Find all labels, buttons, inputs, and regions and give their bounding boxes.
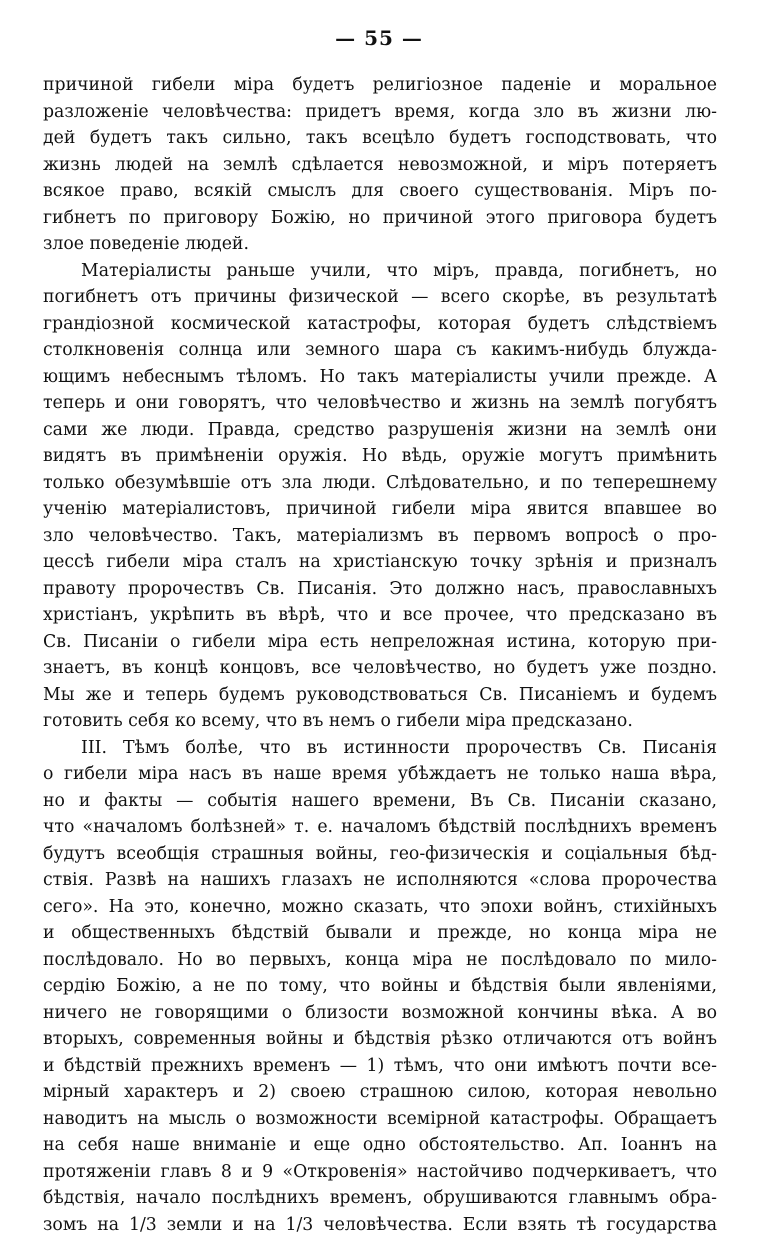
text-line: на себя наше вниманіе и еще одно обстоятельство. Ап. Іоаннъ на bbox=[43, 1132, 717, 1159]
text-line: жизнь людей на землѣ сдѣлается невозможной, и міръ потеряетъ bbox=[43, 152, 717, 179]
paragraph-3 bbox=[43, 735, 717, 1238]
text-line: христіанъ, укрѣпить въ вѣрѣ, что и все прочее, что предсказано въ bbox=[43, 602, 717, 629]
text-line: погибнетъ отъ причины физической — всего скорѣе, въ результатѣ bbox=[43, 284, 717, 311]
text-line: III. Тѣмъ болѣе, что въ истинности пророчествъ Св. Писанія bbox=[43, 735, 717, 762]
text-line: видятъ въ примѣненіи оружія. Но вѣдь, оружіе могутъ примѣнить bbox=[43, 443, 717, 470]
text-line: злое поведеніе людей. bbox=[43, 231, 717, 258]
paragraph-1 bbox=[43, 72, 717, 258]
text-line: гибнетъ по приговору Божію, но причиной этого приговора будетъ bbox=[43, 205, 717, 232]
text-line: о гибели міра насъ въ наше время убѣждаетъ не только наша вѣра, bbox=[43, 761, 717, 788]
text-line: Св. Писаніи о гибели міра есть непреложная истина, которую при- bbox=[43, 629, 717, 656]
text-line: Матеріалисты раньше учили, что міръ, правда, погибнетъ, но bbox=[43, 258, 717, 285]
text-line: дей будетъ такъ сильно, такъ всецѣло будетъ господствовать, что bbox=[43, 125, 717, 152]
text-line: наводитъ на мысль о возможности всемірной катастрофы. Обращаетъ bbox=[43, 1106, 717, 1133]
text-line: столкновенія солнца или земного шара съ какимъ-нибудь блужда- bbox=[43, 337, 717, 364]
text-line: готовить себя ко всему, что въ немъ о гибели міра предсказано. bbox=[43, 708, 717, 735]
text-line: но и факты — событія нашего времени, Въ Св. Писаніи сказано, bbox=[43, 788, 717, 815]
text-line: сердію Божію, а не по тому, что войны и бѣдствія были явленіями, bbox=[43, 973, 717, 1000]
text-line: сами же люди. Правда, средство разрушенія жизни на землѣ они bbox=[43, 417, 717, 444]
text-line: зомъ на 1/3 земли и на 1/3 человѣчества. Если взять тѣ государства bbox=[43, 1212, 717, 1238]
text-line: послѣдовало. Но во первыхъ, конца міра не послѣдовало по мило- bbox=[43, 947, 717, 974]
text-line: ничего не говорящими о близости возможной кончины вѣка. А во bbox=[43, 1000, 717, 1027]
text-line: только обезумѣвшіе отъ зла люди. Слѣдовательно, и по теперешнему bbox=[43, 470, 717, 497]
text-line: вторыхъ, современныя войны и бѣдствія рѣзко отличаются отъ войнъ bbox=[43, 1026, 717, 1053]
text-line: знаетъ, въ концѣ концовъ, все человѣчество, но будетъ уже поздно. bbox=[43, 655, 717, 682]
text-line: зло человѣчество. Такъ, матеріализмъ въ первомъ вопросѣ о про- bbox=[43, 523, 717, 550]
body-text bbox=[43, 72, 717, 1238]
text-line: Мы же и теперь будемъ руководствоваться Св. Писаніемъ и будемъ bbox=[43, 682, 717, 709]
text-line: сего». На это, конечно, можно сказать, что эпохи войнъ, стихійныхъ bbox=[43, 894, 717, 921]
text-line: ученію матеріалистовъ, причиной гибели міра явится впавшее во bbox=[43, 496, 717, 523]
text-line: протяженіи главъ 8 и 9 «Откровенія» настойчиво подчеркиваетъ, что bbox=[43, 1159, 717, 1186]
text-line: причиной гибели міра будетъ религіозное паденіе и моральное bbox=[43, 72, 717, 99]
text-line: правоту пророчествъ Св. Писанія. Это должно насъ, православныхъ bbox=[43, 576, 717, 603]
text-line: разложеніе человѣчества: придетъ время, когда зло въ жизни лю- bbox=[43, 99, 717, 126]
text-line: теперь и они говорятъ, что человѣчество и жизнь на землѣ погубятъ bbox=[43, 390, 717, 417]
text-line: и бѣдствій прежнихъ временъ — 1) тѣмъ, что они имѣютъ почти все- bbox=[43, 1053, 717, 1080]
text-line: мірный характеръ и 2) своею страшною силою, которая невольно bbox=[43, 1079, 717, 1106]
text-line: бѣдствія, начало послѣднихъ временъ, обрушиваются главнымъ обра- bbox=[43, 1185, 717, 1212]
text-line: грандіозной космической катастрофы, которая будетъ слѣдствіемъ bbox=[43, 311, 717, 338]
paragraph-2 bbox=[43, 258, 717, 735]
text-line: что «началомъ болѣзней» т. е. началомъ бѣдствій послѣднихъ временъ bbox=[43, 814, 717, 841]
text-line: всякое право, всякій смыслъ для своего существованія. Міръ по- bbox=[43, 178, 717, 205]
text-line: ющимъ небеснымъ тѣломъ. Но такъ матеріалисты учили прежде. А bbox=[43, 364, 717, 391]
text-line: и общественныхъ бѣдствій бывали и прежде, но конца міра не bbox=[43, 920, 717, 947]
page-number: — 55 — bbox=[0, 26, 758, 50]
text-line: цессѣ гибели міра сталъ на христіанскую точку зрѣнія и призналъ bbox=[43, 549, 717, 576]
text-line: ствія. Развѣ на нашихъ глазахъ не исполняются «слова пророчества bbox=[43, 867, 717, 894]
text-line: будутъ всеобщія страшныя войны, гео-физическія и соціальныя бѣд- bbox=[43, 841, 717, 868]
